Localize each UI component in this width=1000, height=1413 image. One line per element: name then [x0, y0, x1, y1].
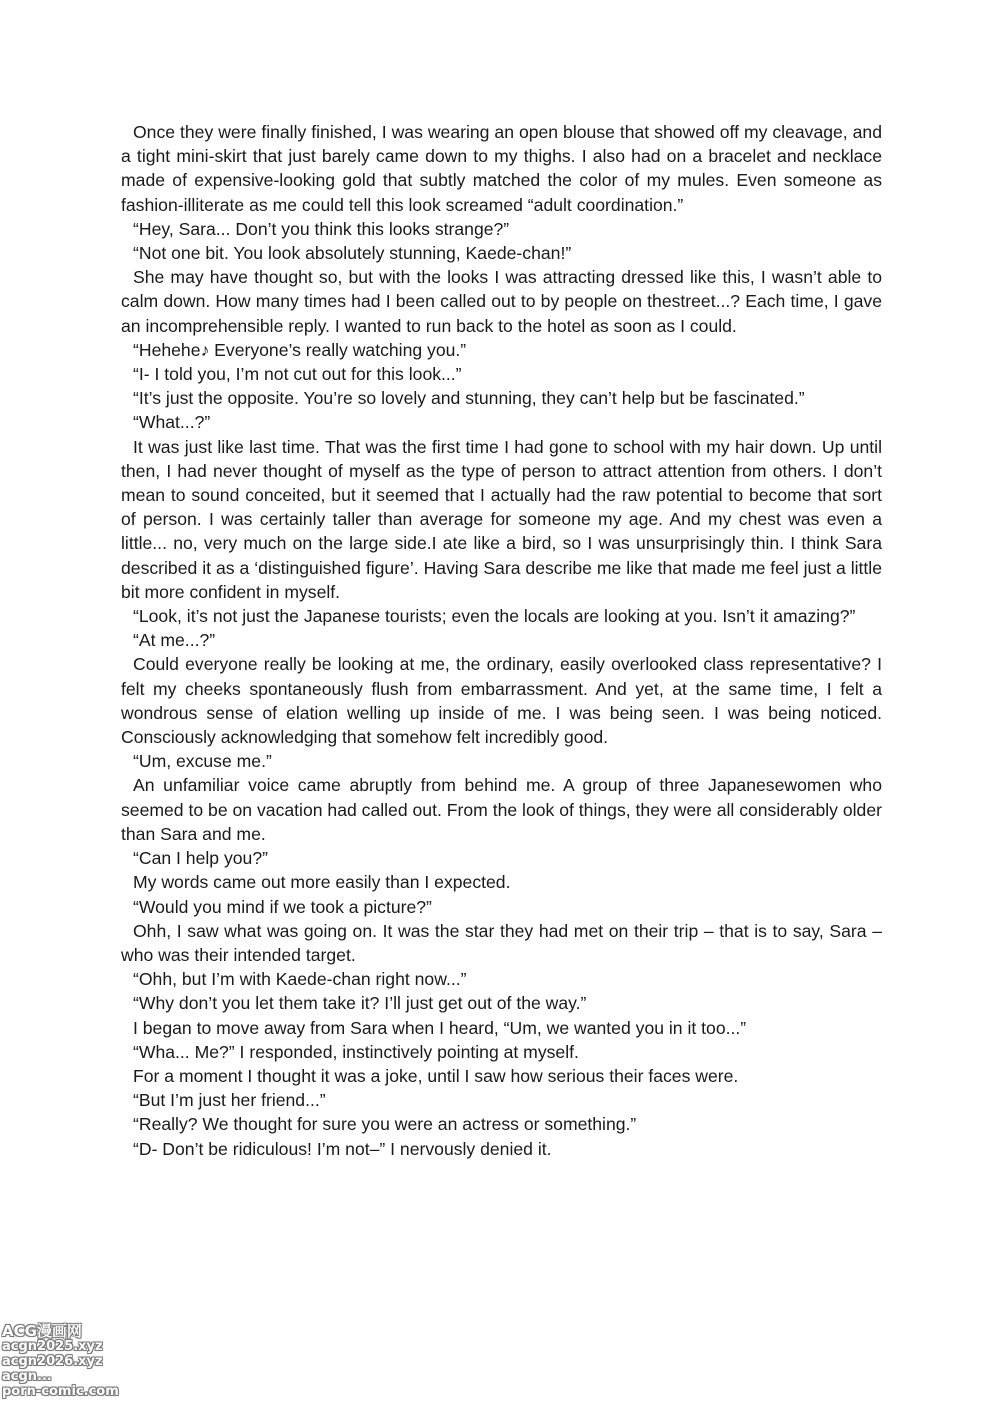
watermark-line-2: acgn2025.xyz: [2, 1339, 103, 1354]
paragraph-18: Ohh, I saw what was going on. It was the star they had met on their trip – that is to say, Sara – who was their intended target.: [121, 920, 882, 965]
watermark-line-5: porn-comic.com: [2, 1384, 119, 1399]
paragraph-21: I began to move away from Sara when I heard, “Um, we wanted you in it too...”: [133, 1017, 747, 1038]
watermark-line-1: ACG漫画网: [2, 1322, 82, 1340]
paragraph-17: “Would you mind if we took a picture?”: [133, 896, 432, 917]
paragraph-14: An unfamiliar voice came abruptly from behind me. A group of three Japanesewomen who seemed to be on vacation had called out. From the look of things, they were all considerably older than Sara and me.: [121, 775, 882, 844]
paragraph-5: “Hehehe♪ Everyone’s really watching you.”: [133, 339, 467, 360]
paragraph-1: Once they were finally finished, I was wearing an open blouse that showed off my cleavage, and a tight mini-skirt that just barely came down to my thighs. I also had on a bracelet and necklace made of expensive-looking gold that subtly matched the color of my mules. Even someone as fashion-illiterate as me could tell this look screamed “adult coordination.”: [121, 122, 882, 215]
paragraph-15: “Can I help you?”: [133, 848, 268, 869]
paragraph-7: “It’s just the opposite. You’re so lovely and stunning, they can’t help but be fascinated.”: [133, 388, 805, 409]
paragraph-20: “Why don’t you let them take it? I’ll just get out of the way.”: [133, 993, 587, 1014]
paragraph-11: “At me...?”: [133, 630, 216, 651]
paragraph-23: For a moment I thought it was a joke, until I saw how serious their faces were.: [133, 1065, 739, 1086]
paragraph-3: “Not one bit. You look absolutely stunning, Kaede-chan!”: [133, 243, 572, 264]
paragraph-12: Could everyone really be looking at me, the ordinary, easily overlooked class representative? I felt my cheeks spontaneously flush from embarrassment. And yet, at the same time, I felt a wondrous sense of elation welling up inside of me. I was being seen. I was being noticed. Consciously acknowledging that somehow felt incredibly good.: [121, 654, 882, 748]
paragraph-24: “But I’m just her friend...”: [133, 1090, 326, 1111]
watermark-line-4: acgn...: [2, 1369, 52, 1384]
watermark-line-3: acgn2026.xyz: [2, 1354, 103, 1369]
site-watermark: [2, 1324, 132, 1399]
paragraph-13: “Um, excuse me.”: [133, 751, 272, 772]
paragraph-2: “Hey, Sara... Don’t you think this looks strange?”: [133, 218, 510, 239]
paragraph-9: It was just like last time. That was the first time I had gone to school with my hair down. Up until then, I had never thought of myself as the type of person to attract attention from others. I don’t mean to sound conceited, but it seemed that I actually had the raw potential to become that sort of person. I was certainly taller than average for someone my age. And my chest was even a little... no, very much on the large side.I ate like a bird, so I was unsurprisingly thin. I think Sara described it as a ‘distinguished figure’. Having Sara describe me like that made me feel just a little bit more confident in myself.: [121, 436, 882, 602]
paragraph-22: “Wha... Me?” I responded, instinctively pointing at myself.: [133, 1041, 579, 1062]
paragraph-10: “Look, it’s not just the Japanese tourists; even the locals are looking at you. Isn’t it amazing?”: [133, 606, 856, 627]
paragraph-4: She may have thought so, but with the looks I was attracting dressed like this, I wasn’t able to calm down. How many times had I been called out to by people on thestreet...? Each time, I gave an incomprehensible reply. I wanted to run back to the hotel as soon as I could.: [121, 267, 882, 336]
paragraph-6: “I- I told you, I’m not cut out for this look...”: [133, 364, 462, 385]
paragraph-19: “Ohh, but I’m with Kaede-chan right now...”: [133, 969, 467, 990]
paragraph-25: “Really? We thought for sure you were an actress or something.”: [133, 1114, 637, 1135]
document-body: [121, 120, 882, 1161]
paragraph-8: “What...?”: [133, 412, 211, 433]
paragraph-26: “D- Don’t be ridiculous! I’m not–” I nervously denied it.: [133, 1138, 552, 1159]
paragraph-16: My words came out more easily than I expected.: [133, 872, 511, 893]
